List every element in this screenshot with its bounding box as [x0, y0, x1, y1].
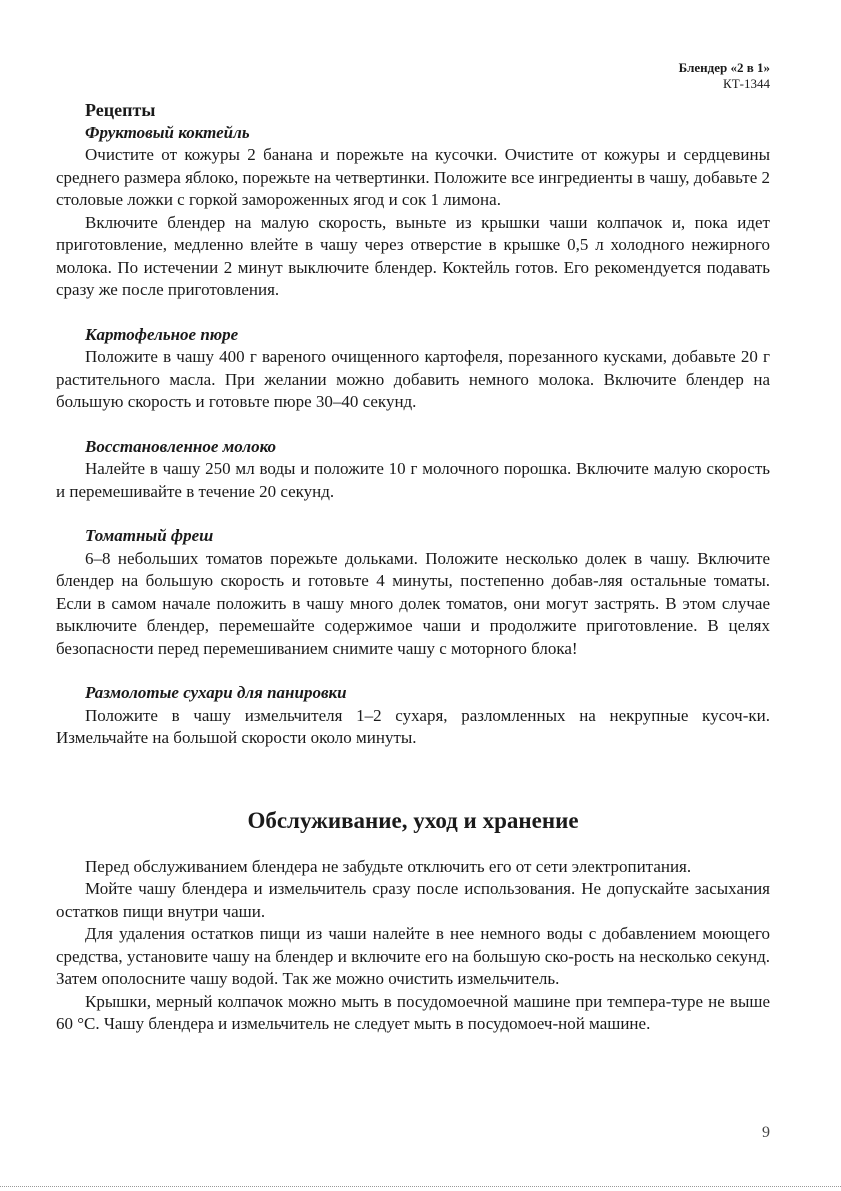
header-model: КТ-1344 — [723, 76, 770, 91]
section-title-maintenance: Обслуживание, уход и хранение — [247, 807, 579, 833]
header-product: Блендер «2 в 1» — [678, 60, 770, 75]
maintenance-paragraph: Мойте чашу блендера и измельчитель сразу после использования. Не допускайте засыхания остатков пищи внутри чаши. — [56, 879, 770, 921]
page-number: 9 — [762, 1124, 770, 1141]
recipe-title: Картофельное пюре — [85, 324, 239, 344]
maintenance-section — [56, 856, 770, 1036]
recipe-title: Томатный фреш — [85, 526, 214, 545]
recipe-paragraph: Очистите от кожуры 2 банана и порежьте на кусочки. Очистите от кожуры и сердцевины среднего размера яблоко, порежьте на четвертинки. Положите все ингредиенты в чашу, добавьте 2 столовые ложки с горкой замороженных ягод и сок 1 лимона. — [56, 145, 770, 209]
recipe-paragraph: 6–8 небольших томатов порежьте дольками. Положите несколько долек в чашу. Включите блендер на большую скорость и готовьте 4 минуты, постепенно добав-ляя остальные томаты. Если в самом начале положить в чашу много долек томатов, они могут застрять. В этом случае выключите блендер, перемешайте содержимое чаши и продолжите приготовление. В целях безопасности перед перемешиванием снимите чашу с моторного блока! — [56, 548, 770, 658]
recipe-title: Восстановленное молоко — [85, 436, 277, 456]
bottom-dotted-edge — [0, 1186, 841, 1187]
recipe-tomato-fresh — [56, 525, 770, 660]
recipe-paragraph: Включите блендер на малую скорость, выньте из крышки чаши колпачок и, пока идет приготовление, медленно влейте в чашу через отверстие в крышке 0,5 л холодного нежирного молока. По истечении 2 минут выключите блендер. Коктейль готов. Его рекомендуется подавать сразу же после приготовления. — [56, 212, 770, 299]
page-header — [679, 60, 770, 92]
section-title-recipes: Рецепты — [85, 100, 156, 120]
recipe-paragraph: Положите в чашу измельчителя 1–2 сухаря, разломленных на некрупные кусоч-ки. Измельчайте на большой скорости около минуты. — [56, 705, 770, 747]
recipe-mashed-potatoes — [56, 324, 770, 414]
recipe-paragraph: Положите в чашу 400 г вареного очищенного картофеля, порезанного кусками, добавьте 20 г растительного масла. При желании можно добавить немного молока. Включите блендер на большую скорость и готовьте пюре 30–40 секунд. — [56, 347, 770, 411]
maintenance-paragraph: Для удаления остатков пищи из чаши налейте в нее немного воды с добавлением моющего средства, установите чашу на блендер и включите его на большую ско-рость на несколько секунд. Затем ополосните чашу водой. Так же можно очистить измельчитель. — [56, 924, 770, 988]
recipe-title: Размолотые сухари для панировки — [85, 683, 347, 702]
recipe-breadcrumbs — [56, 682, 770, 750]
recipe-reconstituted-milk — [56, 436, 770, 504]
page-content — [56, 99, 770, 1036]
recipe-title: Фруктовый коктейль — [85, 122, 250, 142]
maintenance-paragraph: Крышки, мерный колпачок можно мыть в посудомоечной машине при темпера-туре не выше 60 °С. Чашу блендера и измельчитель не следует мыть в посудомоеч-ной машине. — [56, 991, 770, 1033]
recipe-paragraph: Налейте в чашу 250 мл воды и положите 10 г молочного порошка. Включите малую скорость и перемешивайте в течение 20 секунд. — [56, 459, 770, 501]
maintenance-paragraph: Перед обслуживанием блендера не забудьте отключить его от сети электропитания. — [85, 856, 692, 876]
recipe-fruit-cocktail — [56, 122, 770, 302]
